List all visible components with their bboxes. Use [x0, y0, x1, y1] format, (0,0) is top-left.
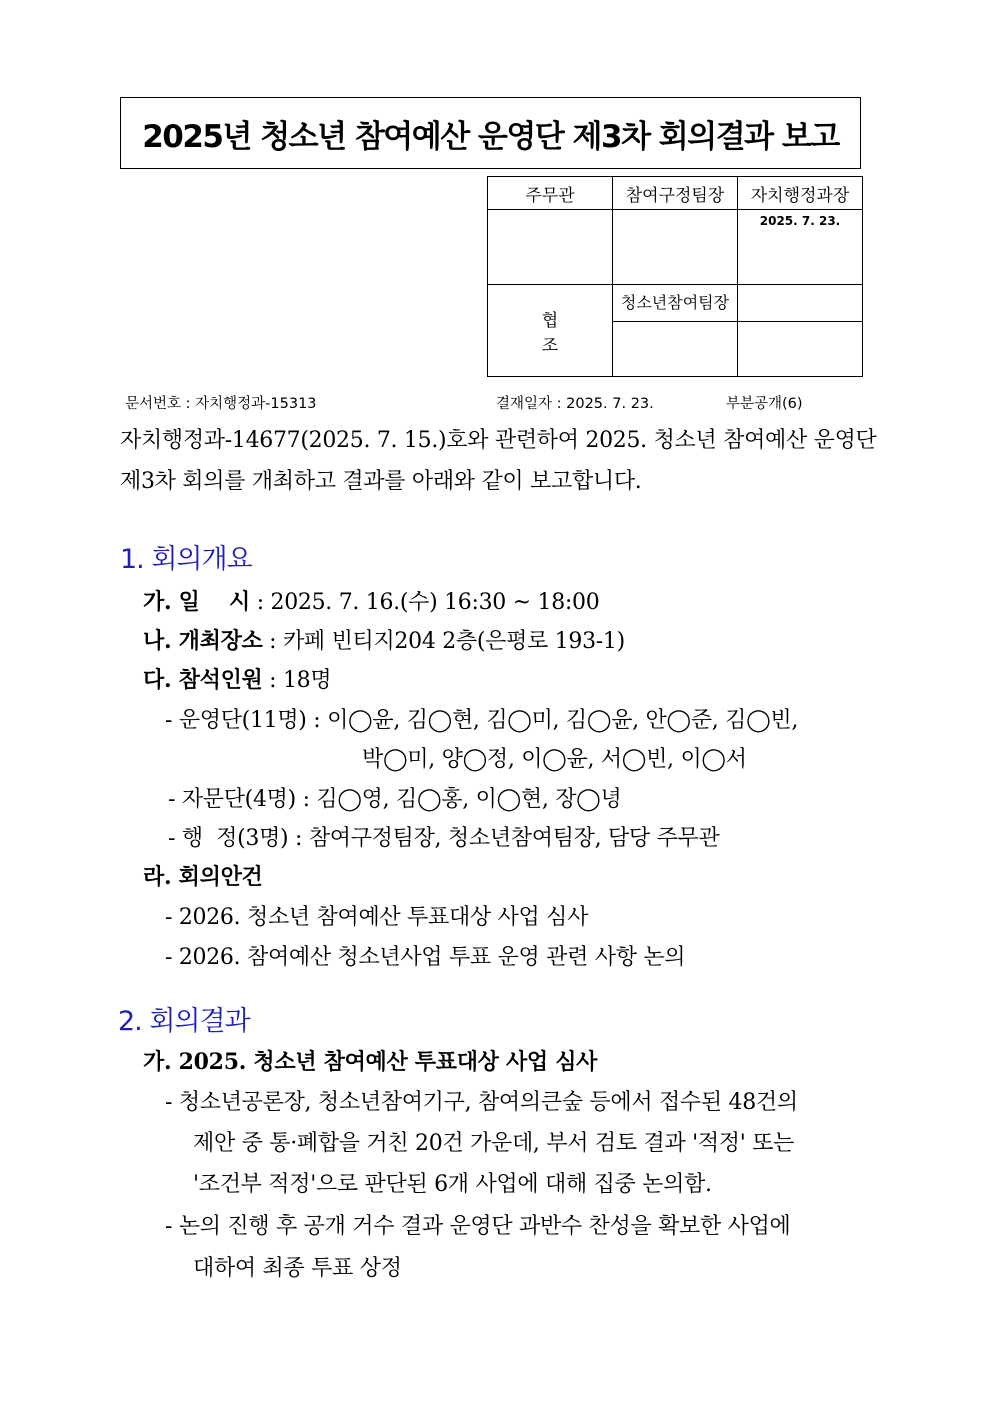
s1-b-label: 나. 개최장소 [143, 628, 263, 654]
section2-heading: 2. 회의결과 [118, 1006, 250, 1037]
doc-date: 결재일자 : 2025. 7. 23. [496, 396, 654, 412]
s2-item-2: 제안 중 통·폐합을 거친 20건 가운데, 부서 검토 결과 '적정' 또는 [193, 1131, 795, 1156]
s1-a-value: : 2025. 7. 16.(수) 16:30 ~ 18:00 [250, 590, 600, 615]
approval-header-3: 자치행정과장 [738, 177, 863, 210]
s1-c-label: 다. 참석인원 [143, 667, 263, 693]
s1-c-item-3: - 자문단(4명) : 김◯영, 김◯홍, 이◯현, 장◯녕 [168, 787, 622, 812]
approval-table [487, 176, 863, 377]
intro-line-2: 제3차 회의를 개최하고 결과를 아래와 같이 보고합니다. [120, 469, 642, 494]
intro-line-1: 자치행정과-14677(2025. 7. 15.)호와 관련하여 2025. 청소년 참여예산 운영단 [120, 428, 877, 453]
s1-a-label: 가. 일 시 [143, 589, 251, 615]
approval-date: 2025. 7. 23. [738, 210, 863, 285]
cooperation-sign [613, 322, 738, 377]
cooperation-role: 청소년참여팀장 [613, 285, 738, 322]
s1-d-item-2: - 2026. 참여예산 청소년사업 투표 운영 관련 사항 논의 [165, 945, 686, 970]
s1-c-item-1: - 운영단(11명) : 이◯윤, 김◯현, 김◯미, 김◯윤, 안◯준, 김◯빈, [165, 708, 799, 733]
s2-item-5: 대하여 최종 투표 상정 [193, 1256, 402, 1281]
s1-c-value: : 18명 [262, 668, 332, 693]
s1-b [143, 624, 625, 655]
s1-d-item-1: - 2026. 청소년 참여예산 투표대상 사업 심사 [165, 905, 589, 930]
approval-header-2: 참여구정팀장 [613, 177, 738, 210]
section1-heading: 1. 회의개요 [120, 544, 252, 575]
s1-c-item-4: - 행 정(3명) : 참여구정팀장, 청소년참여팀장, 담당 주무관 [168, 826, 720, 851]
title-box [120, 97, 861, 169]
s1-c-item-2: 박◯미, 양◯정, 이◯윤, 서◯빈, 이◯서 [362, 747, 747, 772]
doc-disclosure: 부분공개(6) [726, 396, 803, 412]
s1-b-value: : 카페 빈티지204 2층(은평로 193-1) [262, 629, 625, 654]
s1-a [143, 585, 599, 616]
s2-a-label: 가. 2025. 청소년 참여예산 투표대상 사업 심사 [143, 1049, 598, 1075]
s1-d-label: 라. 회의안건 [143, 864, 263, 890]
approval-header-1: 주무관 [488, 177, 613, 210]
s2-item-3: '조건부 적정'으로 판단된 6개 사업에 대해 집중 논의함. [193, 1172, 712, 1197]
cooperation-empty-2 [738, 322, 863, 377]
cooperation-empty-1 [738, 285, 863, 322]
document-title: 2025년 청소년 참여예산 운영단 제3차 회의결과 보고 [142, 118, 839, 155]
approval-sign-2 [613, 210, 738, 285]
doc-number: 문서번호 : 자치행정과-15313 [125, 396, 317, 412]
approval-sign-1 [488, 210, 613, 285]
s2-item-4: - 논의 진행 후 공개 거수 결과 운영단 과반수 찬성을 확보한 사업에 [165, 1214, 791, 1239]
cooperation-label: 협 조 [488, 285, 613, 377]
s1-c [143, 663, 331, 694]
s2-item-1: - 청소년공론장, 청소년참여기구, 참여의큰숲 등에서 접수된 48건의 [165, 1090, 798, 1115]
